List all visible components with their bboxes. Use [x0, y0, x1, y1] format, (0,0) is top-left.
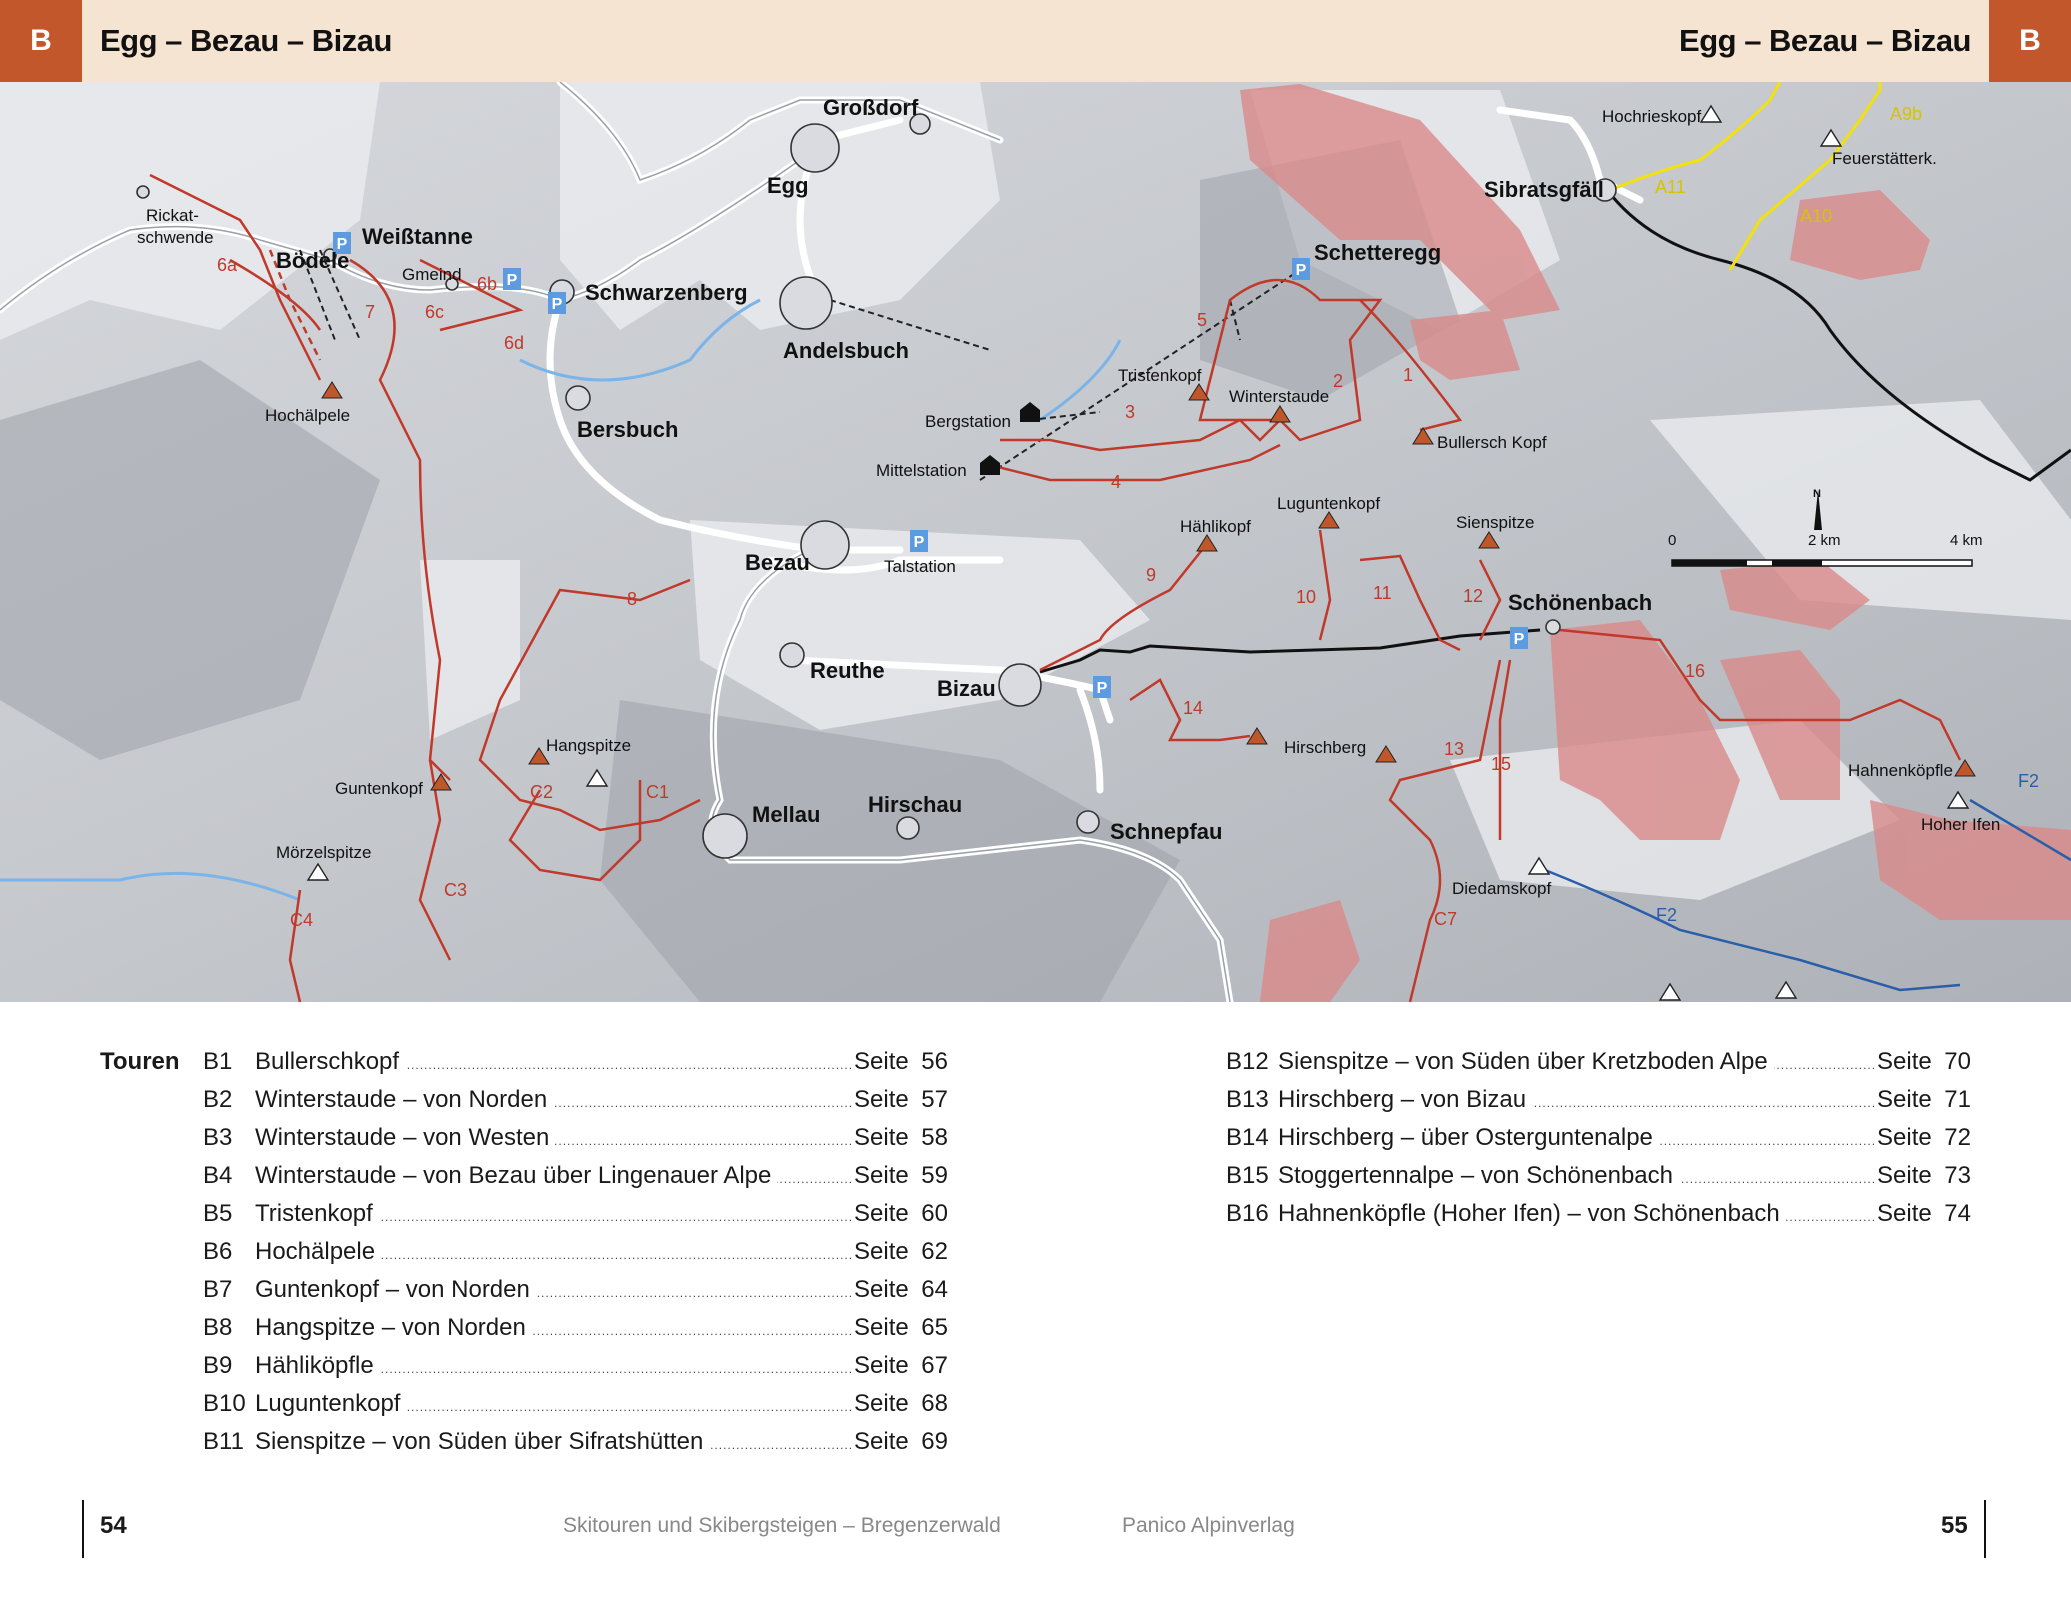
chapter-tab-right: B: [1989, 0, 2071, 82]
tour-code: B12: [1226, 1048, 1269, 1075]
page-number: 67: [921, 1352, 948, 1379]
page-word: Seite: [854, 1314, 909, 1341]
route-label: 3: [1125, 402, 1136, 422]
parking-label: P: [506, 272, 518, 289]
tour-title: Stoggertennalpe – von Schönenbach: [1278, 1162, 1679, 1189]
peak-label: Hirschberg: [1284, 738, 1367, 757]
toc-row[interactable]: [1226, 1200, 1971, 1238]
route-label-yellow: A10: [1800, 206, 1833, 226]
page-number: 74: [1944, 1200, 1971, 1227]
route-label: 13: [1444, 739, 1465, 759]
peak-label: Hochälpele: [265, 406, 351, 425]
scale-mid: 2 km: [1808, 532, 1841, 549]
route-label: 11: [1373, 583, 1392, 603]
tour-title: Hirschberg – von Bizau: [1278, 1086, 1532, 1113]
route-label: 7: [365, 302, 376, 322]
scale-end: 4 km: [1950, 532, 1983, 549]
north-label: N: [1813, 488, 1821, 500]
toc-row[interactable]: [203, 1200, 948, 1238]
town-label: Großdorf: [823, 95, 919, 120]
route-label: 6b: [477, 274, 498, 294]
page-number: 62: [921, 1238, 948, 1265]
page-word: Seite: [854, 1276, 909, 1303]
chapter-title-left: Egg – Bezau – Bizau: [100, 23, 392, 58]
parking-label: P: [551, 296, 563, 313]
footer-rule-right: [1984, 1500, 1986, 1558]
town-label: Mellau: [752, 802, 821, 827]
place-label: Rickat-: [146, 206, 199, 225]
place-label: Mittelstation: [876, 461, 967, 480]
overview-map: [0, 82, 2071, 1002]
page-word: Seite: [854, 1428, 909, 1455]
route-label: 10: [1296, 587, 1317, 607]
tour-title: Winterstaude – von Norden: [255, 1086, 553, 1113]
peak-label: Tristenkopf: [1118, 366, 1202, 385]
page-word: Seite: [854, 1390, 909, 1417]
tour-code: B4: [203, 1162, 233, 1189]
page-number-left: 54: [100, 1512, 127, 1539]
tour-code: B15: [1226, 1162, 1269, 1189]
toc-left-column: [203, 1048, 948, 1466]
tour-title: Sienspitze – von Süden über Sifratshütten: [255, 1428, 709, 1455]
town-label: Schönenbach: [1508, 590, 1653, 615]
peak-label: Hochrieskopf: [1602, 107, 1702, 126]
page-word: Seite: [854, 1238, 909, 1265]
toc-row[interactable]: [1226, 1162, 1971, 1200]
route-label: C2: [530, 782, 554, 802]
town-label: Andelsbuch: [783, 338, 909, 363]
route-label: 6d: [504, 333, 525, 353]
tour-code: B14: [1226, 1124, 1269, 1151]
tour-title: Guntenkopf – von Norden: [255, 1276, 536, 1303]
toc-row[interactable]: [1226, 1124, 1971, 1162]
peak-label: Hangspitze: [546, 736, 632, 755]
town-label: Schetteregg: [1314, 240, 1442, 265]
toc-row[interactable]: [203, 1314, 948, 1352]
peak-label: Feuerstätterk.: [1832, 149, 1937, 168]
footer-rule-left: [82, 1500, 84, 1558]
tour-title: Hirschberg – über Osterguntenalpe: [1278, 1124, 1659, 1151]
parking-label: P: [1513, 631, 1525, 648]
page-number-right: 55: [1941, 1512, 1968, 1539]
tour-code: B8: [203, 1314, 233, 1341]
route-label: 8: [627, 589, 638, 609]
page-number: 60: [921, 1200, 948, 1227]
place-label: Talstation: [884, 557, 956, 576]
parking-label: P: [1295, 262, 1307, 279]
peak-label: Diedamskopf: [1452, 879, 1552, 898]
toc-row[interactable]: [203, 1276, 948, 1314]
route-label: C7: [1434, 909, 1458, 929]
peak-label: Sienspitze: [1456, 513, 1535, 532]
route-label: C3: [444, 880, 468, 900]
town-label: Egg: [767, 173, 809, 198]
route-label: 6c: [425, 302, 445, 322]
tour-code: B11: [203, 1428, 244, 1455]
town-label: Weißtanne: [362, 224, 473, 249]
peak-label: Hoher Ifen: [1921, 815, 2001, 834]
scale-zero: 0: [1668, 532, 1677, 549]
tour-code: B3: [203, 1124, 233, 1151]
toc-row[interactable]: [203, 1390, 948, 1428]
peak-label: Mörzelspitze: [276, 843, 372, 862]
toc-row[interactable]: [203, 1048, 948, 1086]
route-label: 12: [1463, 586, 1484, 606]
town-label: Bizau: [937, 676, 996, 701]
tour-code: B9: [203, 1352, 233, 1379]
route-label: C1: [646, 782, 670, 802]
route-label-yellow: A9b: [1890, 104, 1923, 124]
page-number: 64: [921, 1276, 948, 1303]
tour-code: B2: [203, 1086, 233, 1113]
tour-title: Winterstaude – von Bezau über Lingenauer Alpe: [255, 1162, 777, 1189]
toc-row[interactable]: [203, 1238, 948, 1276]
tour-title: Tristenkopf: [255, 1200, 379, 1227]
footer-book-title: Skitouren und Skibergsteigen – Bregenzerwald: [563, 1514, 1001, 1537]
page-word: Seite: [1877, 1086, 1932, 1113]
tour-title: Bullerschkopf: [255, 1048, 405, 1075]
page-word: Seite: [854, 1162, 909, 1189]
toc-row[interactable]: [203, 1428, 948, 1466]
route-label: 9: [1146, 565, 1157, 585]
place-label: Gmeind: [402, 265, 462, 284]
toc-row[interactable]: [203, 1086, 948, 1124]
page-number: 70: [1944, 1048, 1971, 1075]
place-label: schwende: [137, 228, 214, 247]
route-label: 15: [1491, 754, 1512, 774]
page-number: 58: [921, 1124, 948, 1151]
route-label: 2: [1333, 371, 1344, 391]
page-number: 57: [921, 1086, 948, 1113]
page-number: 71: [1944, 1086, 1971, 1113]
town-label: Sibratsgfäll: [1484, 177, 1604, 202]
page-word: Seite: [854, 1048, 909, 1075]
page-number: 73: [1944, 1162, 1971, 1189]
route-label-yellow: A11: [1655, 177, 1686, 197]
page-word: Seite: [854, 1124, 909, 1151]
peak-label: Luguntenkopf: [1277, 494, 1381, 513]
parking-label: P: [913, 534, 925, 551]
parking-label: P: [1096, 680, 1108, 697]
tour-title: Luguntenkopf: [255, 1390, 406, 1417]
tour-code: B10: [203, 1390, 246, 1417]
page-word: Seite: [854, 1086, 909, 1113]
tour-code: B1: [203, 1048, 233, 1075]
page-word: Seite: [854, 1352, 909, 1379]
town-label: Bezau: [745, 550, 810, 575]
toc-row[interactable]: [203, 1124, 948, 1162]
page-word: Seite: [1877, 1124, 1932, 1151]
chapter-tab-left: B: [0, 0, 82, 82]
page-number: 72: [1944, 1124, 1971, 1151]
tour-title: Hangspitze – von Norden: [255, 1314, 532, 1341]
tour-title: Hahnenköpfle (Hoher Ifen) – von Schönenbach: [1278, 1200, 1786, 1227]
place-label: Bergstation: [925, 412, 1011, 431]
town-label: Hirschau: [868, 792, 963, 817]
page-number: 59: [921, 1162, 948, 1189]
tour-title: Hochälpele: [255, 1238, 381, 1265]
route-label: 16: [1685, 661, 1706, 681]
page-number: 68: [921, 1390, 948, 1417]
town-label: Reuthe: [810, 658, 885, 683]
chapter-title-right: Egg – Bezau – Bizau: [1679, 23, 1971, 58]
toc-row[interactable]: [203, 1352, 948, 1390]
page-word: Seite: [854, 1200, 909, 1227]
toc-right-column: [1226, 1048, 1971, 1238]
toc-heading: Touren: [100, 1048, 180, 1075]
route-label: 6a: [217, 255, 238, 275]
route-label: C4: [290, 910, 314, 930]
town-label: Schnepfau: [1110, 819, 1223, 844]
tour-code: B5: [203, 1200, 233, 1227]
peak-label: Bullersch Kopf: [1437, 433, 1547, 452]
peak-label: Winterstaude: [1229, 387, 1330, 406]
route-label: 5: [1197, 310, 1208, 330]
peak-label: Hahnenköpfle: [1848, 761, 1953, 780]
page-number: 69: [921, 1428, 948, 1455]
page-number: 56: [921, 1048, 948, 1075]
page-word: Seite: [1877, 1162, 1932, 1189]
route-label-blue: F2: [2018, 771, 2040, 791]
town-label: Bödele: [276, 248, 350, 273]
tour-code: B7: [203, 1276, 233, 1303]
route-label: 4: [1111, 472, 1122, 492]
page-word: Seite: [1877, 1048, 1932, 1075]
footer-publisher: Panico Alpinverlag: [1122, 1514, 1295, 1537]
town-label: Schwarzenberg: [585, 280, 748, 305]
parking-label: P: [336, 236, 348, 253]
tour-code: B16: [1226, 1200, 1269, 1227]
page-number: 65: [921, 1314, 948, 1341]
toc-row[interactable]: [1226, 1086, 1971, 1124]
town-label: Bersbuch: [577, 417, 679, 442]
route-label: 14: [1183, 698, 1204, 718]
page-word: Seite: [1877, 1200, 1932, 1227]
peak-label: Guntenkopf: [335, 779, 423, 798]
toc-row[interactable]: [203, 1162, 948, 1200]
route-label-blue: F2: [1656, 905, 1678, 925]
tour-title: Hähliköpfle: [255, 1352, 380, 1379]
tour-title: Sienspitze – von Süden über Kretzboden Alpe: [1278, 1048, 1774, 1075]
peak-label: Hählikopf: [1180, 517, 1251, 536]
tour-title: Winterstaude – von Westen: [255, 1124, 555, 1151]
toc-row[interactable]: [1226, 1048, 1971, 1086]
tour-code: B13: [1226, 1086, 1269, 1113]
tour-code: B6: [203, 1238, 233, 1265]
route-label: 1: [1403, 365, 1414, 385]
